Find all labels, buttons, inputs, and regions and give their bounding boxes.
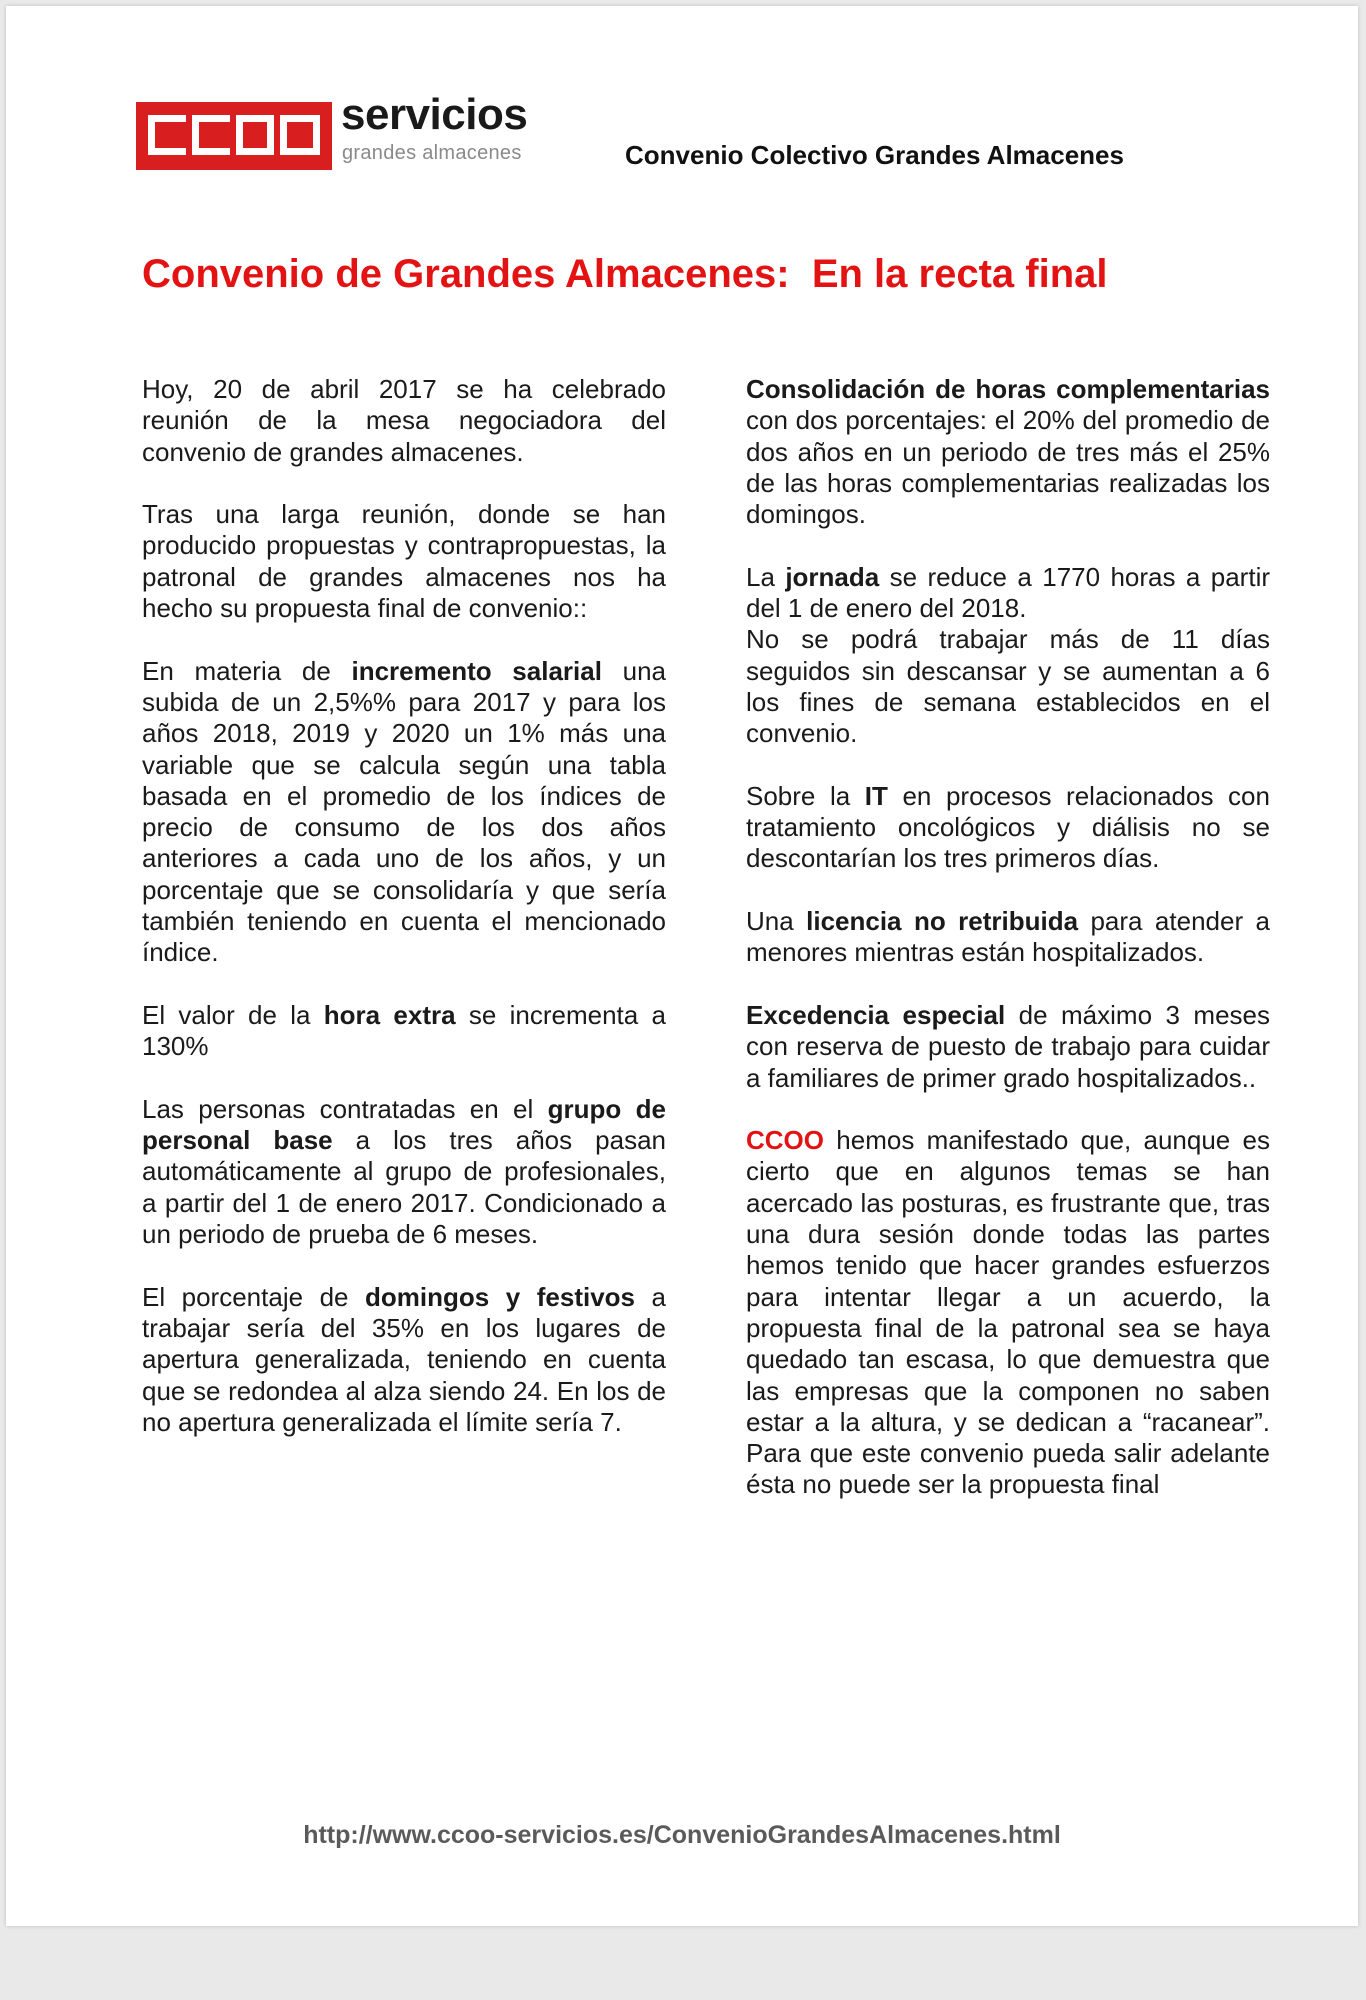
page-headline: Convenio de Grandes Almacenes: En la recta final [142,252,1108,296]
paragraph-workday: La jornada se reduce a 1770 horas a partir del 1 de enero del 2018. [746,561,1270,624]
ccoo-logo-mark [136,102,332,170]
paragraph-proposal: Tras una larga reunión, donde se han producido propuestas y contrapropuestas, la patronal de grandes almacenes nos ha hecho su propuesta final de convenio:: [142,499,666,624]
bold-term: incremento salarial [351,655,602,686]
paragraph-rest-days: No se podrá trabajar más de 11 días seguidos sin descansar y se aumentan a 6 los fines de semana establecidos en el convenio. [746,624,1270,749]
logo-name: servicios [341,90,528,139]
document-page [6,6,1358,1926]
paragraph-it: Sobre la IT en procesos relacionados con tratamiento oncológicos y diálisis no se descontarían los tres primeros días. [746,780,1270,874]
right-column [746,374,1270,1532]
logo-subtitle: grandes almacenes [342,142,522,164]
ccoo-servicios-logo [136,90,536,170]
header-title: Convenio Colectivo Grandes Almacenes [625,140,1124,170]
bold-term: jornada [785,561,880,592]
paragraph-overtime: El valor de la hora extra se incrementa a 130% [142,999,666,1062]
left-column [142,374,666,1469]
paragraph-meeting: Hoy, 20 de abril 2017 se ha celebrado reunión de la mesa negociadora del convenio de grandes almacenes. [142,374,666,467]
footer-url[interactable]: http://www.ccoo-servicios.es/ConvenioGrandesAlmacenes.html [303,1821,1061,1849]
ccoo-highlight: CCOO [746,1125,824,1156]
bold-term: grupo de personal base [142,1093,666,1156]
bold-term: licencia no retribuida [806,906,1079,937]
bold-term: Consolidación de horas complementarias [746,374,1270,404]
bold-term: domingos y festivos [365,1281,636,1312]
paragraph-special-leave: Excedencia especial de máximo 3 meses con reserva de puesto de trabajo para cuidar a familiares de primer grado hospitalizados.. [746,999,1270,1093]
paragraph-complementary-hours: Consolidación de horas complementarias con dos porcentajes: el 20% del promedio de dos años en un periodo de tres más el 25% de las horas complementarias realizadas los domingos. [746,374,1270,530]
bold-term: hora extra [323,999,456,1030]
bold-term: Excedencia especial [746,999,1006,1030]
paragraph-sundays: El porcentaje de domingos y festivos a trabajar sería del 35% en los lugares de apertura generalizada, teniendo en cuenta que se redondea al alza siendo 24. En los de no apertura generalizada el límite sería 7. [142,1281,666,1437]
paragraph-salary: En materia de incremento salarial una subida de un 2,5%% para 2017 y para los años 2018, 2019 y 2020 un 1% más una variable que se calcula según una tabla basada en el promedio de los índices de precio de consumo de los dos años anteriores a cada uno de los años, y un porcentaje que se consolidaría y que sería también teniendo en cuenta el mencionado índice. [142,655,667,968]
paragraph-staff-group: Las personas contratadas en el grupo de personal base a los tres años pasan automáticamente al grupo de profesionales, a partir del 1 de enero 2017. Condicionado a un periodo de prueba de 6 meses. [142,1093,666,1250]
paragraph-unpaid-leave: Una licencia no retribuida para atender a menores mientras están hospitalizados. [746,906,1270,968]
bold-term: IT [864,780,888,811]
paragraph-ccoo-statement: CCOO hemos manifestado que, aunque es cierto que en algunos temas se han acercado las posturas, es frustrante que, tras una dura sesión donde todas las partes hemos tenido que hacer grandes esfuerzos para intentar llegar a un acuerdo, la propuesta final de la patronal sea se haya quedado tan escasa, lo que demuestra que las empresas que la componen no saben estar a la altura, y se dedican a “racanear”. Para que este convenio pueda salir adelante ésta no puede ser la propuesta final [746,1125,1270,1500]
